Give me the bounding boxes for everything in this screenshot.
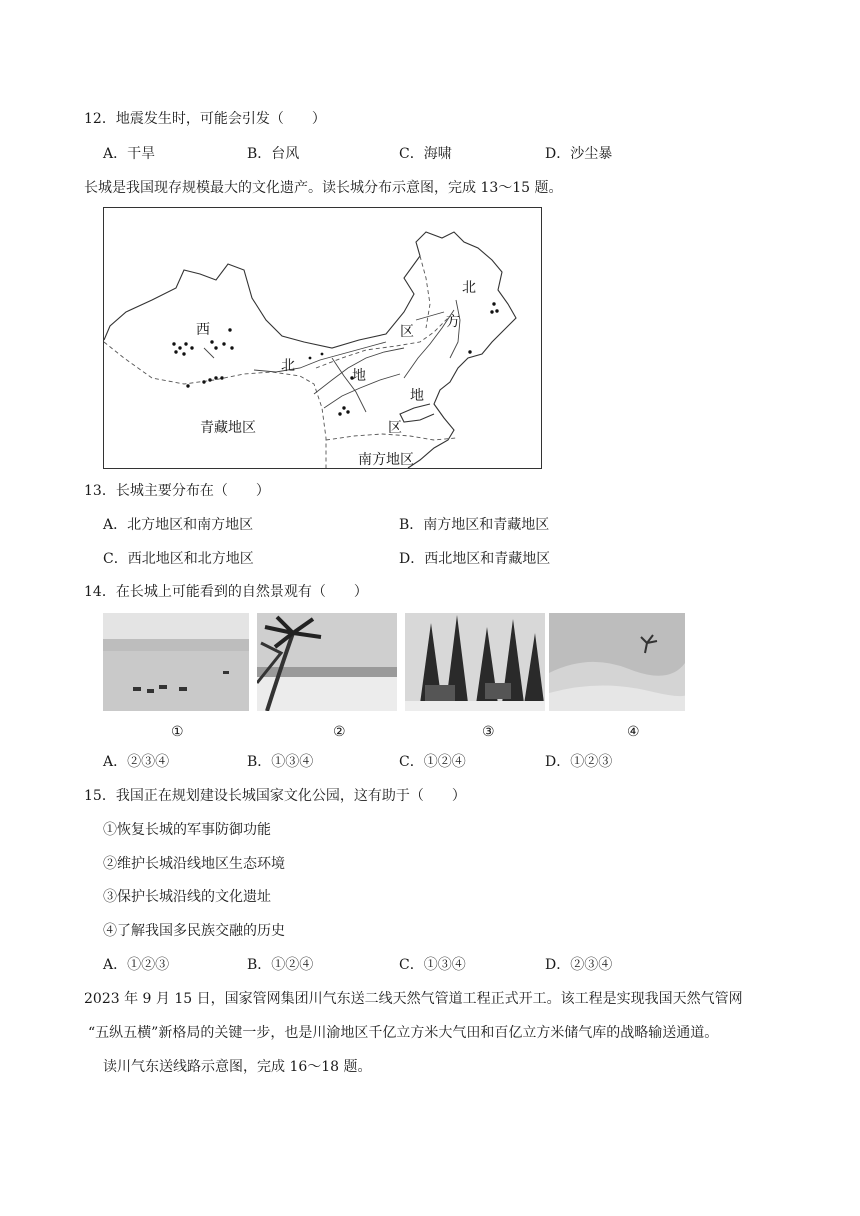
q12-option-c: C．海啸 — [399, 146, 452, 162]
intro-16-18-line1: 2023 年 9 月 15 日，国家管网集团川气东送二线天然气管道工程正式开工。该工程是实现我国天然气管网 — [84, 991, 743, 1007]
map-label-bei-north: 北 — [462, 279, 476, 295]
q13-option-c: C．西北地区和北方地区 — [103, 551, 254, 567]
q15-statement-2: ②维护长城沿线地区生态环境 — [103, 856, 285, 872]
q13-option-b: B．南方地区和青藏地区 — [399, 517, 550, 533]
map-label-di-west: 地 — [352, 367, 366, 383]
photo-caption-2: ② — [333, 724, 346, 740]
intro-16-18-line2: “五纵五横”新格局的关键一步，也是川渝地区千亿立方米大气田和百亿立方米储气库的战略输送通道。 — [88, 1025, 719, 1041]
q12-option-b: B．台风 — [247, 146, 300, 162]
map-label-qu-west: 区 — [400, 323, 414, 339]
map-label-qu-north: 区 — [388, 419, 402, 435]
q15-statement-4: ④了解我国多民族交融的历史 — [103, 923, 285, 939]
map-label-qingzang: 青藏地区 — [200, 419, 256, 435]
map-label-bei-west: 北 — [281, 357, 295, 373]
q14-option-a: A．②③④ — [103, 754, 170, 770]
q13-stem: 13．长城主要分布在（ ） — [84, 483, 270, 499]
map-label-fang: 方 — [446, 313, 460, 329]
great-wall-map — [103, 207, 542, 469]
photo-desert — [549, 613, 685, 711]
map-label-nanfang: 南方地区 — [358, 451, 414, 467]
q12-option-d: D．沙尘暴 — [545, 146, 613, 162]
q15-option-a: A．①②③ — [103, 957, 170, 973]
photo-forest — [405, 613, 545, 711]
q15-option-b: B．①②④ — [247, 957, 314, 973]
q14-option-d: D．①②③ — [545, 754, 613, 770]
intro-16-18-line3: 读川气东送线路示意图，完成 16～18 题。 — [103, 1059, 372, 1075]
photo-caption-3: ③ — [482, 724, 495, 740]
photo-grassland — [103, 613, 249, 711]
map-label-di-north: 地 — [410, 387, 424, 403]
q14-stem: 14．在长城上可能看到的自然景观有（ ） — [84, 584, 368, 600]
q15-statement-1: ①恢复长城的军事防御功能 — [103, 822, 271, 838]
photo-tropical-beach — [257, 613, 397, 711]
q15-statement-3: ③保护长城沿线的文化遗址 — [103, 889, 271, 905]
photo-caption-1: ① — [171, 724, 184, 740]
q13-option-d: D．西北地区和青藏地区 — [399, 551, 551, 567]
map-label-xi: 西 — [196, 321, 210, 337]
q14-option-b: B．①③④ — [247, 754, 314, 770]
intro-13-15: 长城是我国现存规模最大的文化遗产。读长城分布示意图，完成 13～15 题。 — [84, 180, 563, 196]
q15-option-d: D．②③④ — [545, 957, 613, 973]
map-drawing — [104, 208, 541, 468]
q14-option-c: C．①②④ — [399, 754, 466, 770]
q12-stem: 12．地震发生时，可能会引发（ ） — [84, 111, 326, 127]
photo-caption-4: ④ — [627, 724, 640, 740]
q15-option-c: C．①③④ — [399, 957, 466, 973]
q12-option-a: A．干旱 — [103, 146, 156, 162]
q15-stem: 15．我国正在规划建设长城国家文化公园，这有助于（ ） — [84, 788, 466, 804]
q13-option-a: A．北方地区和南方地区 — [103, 517, 254, 533]
